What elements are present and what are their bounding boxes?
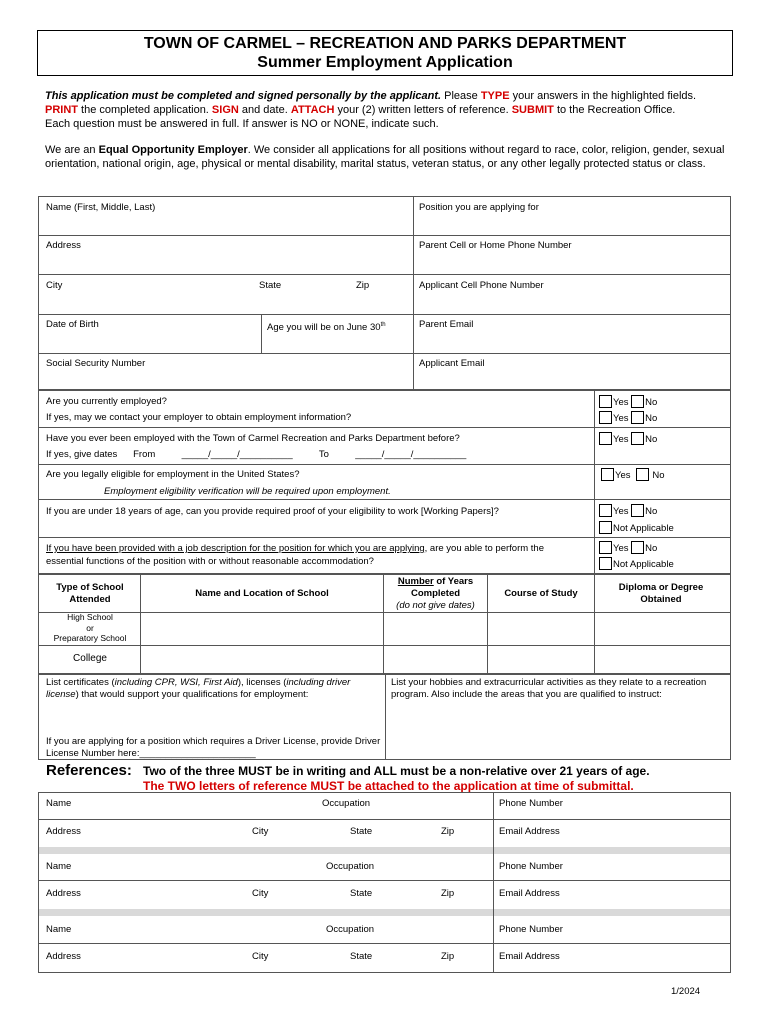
certs-italic: including driver license [46, 677, 351, 700]
q1-options [599, 395, 657, 409]
form-title: TOWN OF CARMEL – RECREATION AND PARKS DEPARTMENT [143, 35, 627, 52]
ref3-state-field[interactable]: State [350, 951, 373, 962]
position-field[interactable]: Position you are applying for [419, 202, 539, 213]
yes-label: Yes [613, 397, 629, 408]
school-col-course: Course of Study [504, 588, 578, 599]
instructions-text: to the Recreation Office. [553, 104, 676, 116]
instructions [45, 89, 735, 131]
q4-na-checkbox[interactable] [599, 521, 612, 534]
q-essential-functions [46, 543, 544, 555]
q1-no-checkbox[interactable] [631, 395, 644, 408]
instructions-text: Please [441, 90, 481, 102]
certs-text: ) that would support your qualifications for employment: [75, 689, 309, 700]
ref2-name-field[interactable]: Name [46, 861, 72, 872]
instructions-text: your answers in the highlighted fields. [509, 90, 697, 102]
q-previously-employed: Have you ever been employed with the Town of Carmel Recreation and Parks Department before? [46, 433, 460, 444]
years-note: (do not give dates) [396, 600, 475, 611]
q4-na-option [599, 521, 674, 535]
ref3-city-field[interactable]: City [252, 951, 269, 962]
ref1-email-field[interactable]: Email Address [499, 826, 560, 837]
school-row-highschool: High School or Preparatory School [53, 612, 127, 643]
q5-yes-checkbox[interactable] [599, 541, 612, 554]
na-label: Not Applicable [613, 523, 674, 534]
q3-yes-checkbox[interactable] [601, 468, 614, 481]
school-col-degree: Diploma or Degree Obtained [618, 582, 704, 605]
ref2-phone-field[interactable]: Phone Number [499, 861, 563, 872]
ref2-zip-field[interactable]: Zip [441, 888, 455, 899]
ref1-zip-field[interactable]: Zip [441, 826, 455, 837]
type-keyword: TYPE [480, 90, 510, 102]
years-text: of Years Completed [410, 576, 474, 599]
parent-email-field[interactable]: Parent Email [419, 319, 474, 330]
instructions-text: the completed application. [78, 104, 212, 116]
driver-license-field[interactable]: If you are applying for a position which requires a Driver License, provide Driver License Number here:______________________ [46, 736, 381, 759]
q3-no-checkbox[interactable] [636, 468, 649, 481]
ref2-email-field[interactable]: Email Address [499, 888, 560, 899]
q3-options [601, 468, 665, 482]
school-col-years [384, 576, 487, 612]
q1b-no-checkbox[interactable] [631, 411, 644, 424]
yes-label: Yes [613, 413, 629, 424]
age-label: Age you will be on June 30 [267, 322, 381, 334]
q1b-options [599, 411, 657, 425]
q-working-papers: If you are under 18 years of age, can you provide required proof of your eligibility to work [Working Papers]? [46, 506, 499, 517]
city-field[interactable]: City [46, 280, 63, 291]
zip-field[interactable]: Zip [356, 280, 370, 291]
form-header [37, 30, 733, 76]
q-eligibility-note: Employment eligibility verification will be required upon employment. [104, 486, 391, 497]
q5-na-checkbox[interactable] [599, 557, 612, 570]
form-subtitle: Summer Employment Application [257, 54, 513, 71]
ref1-address-field[interactable]: Address [46, 826, 81, 837]
instructions-text: and date. [238, 104, 291, 116]
address-field[interactable]: Address [46, 240, 81, 251]
q1b-yes-checkbox[interactable] [599, 411, 612, 424]
q-contact-employer: If yes, may we contact your employer to obtain employment information? [46, 412, 352, 423]
print-keyword: PRINT [45, 104, 78, 116]
eeo-text: We are an [45, 144, 99, 156]
q2-options [599, 432, 657, 446]
state-field[interactable]: State [259, 280, 282, 291]
certs-text: ), licenses ( [237, 677, 287, 688]
certificates-field[interactable] [46, 677, 381, 701]
yes-label: Yes [613, 506, 629, 517]
dob-field[interactable]: Date of Birth [46, 319, 99, 330]
school-row-college: College [73, 653, 107, 664]
ref1-phone-field[interactable]: Phone Number [499, 798, 563, 809]
yes-label: Yes [615, 470, 631, 481]
ref1-state-field[interactable]: State [350, 826, 373, 837]
q4-no-checkbox[interactable] [631, 504, 644, 517]
reference-separator [39, 847, 730, 854]
ref3-address-field[interactable]: Address [46, 951, 81, 962]
no-label: No [645, 543, 658, 554]
submit-keyword: SUBMIT [511, 104, 554, 116]
na-label: Not Applicable [613, 559, 674, 570]
ref1-name-field[interactable]: Name [46, 798, 72, 809]
certs-italic: including CPR, WSI, First Aid [114, 677, 238, 688]
certs-text: List certificates ( [46, 677, 115, 688]
ref3-phone-field[interactable]: Phone Number [499, 924, 563, 935]
eeo-text: . We consider all applications for all positions without regard to race, color, religion, gender, sexual orientation, national origin, age, physical or mental disability, marital status, veteran status, or any other legally protected status or class. [45, 144, 725, 170]
q-currently-employed: Are you currently employed? [46, 396, 167, 407]
q-legally-eligible: Are you legally eligible for employment in the United States? [46, 469, 300, 480]
instructions-text: Each question must be answered in full. If answer is NO or NONE, indicate such. [45, 118, 439, 130]
q-essential-functions-line2: essential functions of the position with or without reasonable accommodation? [46, 556, 374, 567]
attach-keyword: ATTACH [290, 104, 335, 116]
ref2-occupation-field[interactable]: Occupation [326, 861, 375, 872]
q-employment-dates[interactable]: If yes, give dates From _____/_____/__________ To _____/_____/__________ [46, 449, 467, 460]
school-col-name: Name and Location of School [195, 588, 329, 599]
age-field[interactable] [267, 319, 386, 334]
q4-yes-checkbox[interactable] [599, 504, 612, 517]
ssn-field[interactable]: Social Security Number [46, 358, 146, 369]
instructions-italic: This application must be completed and signed personally by the applicant. [45, 90, 442, 102]
eeo-bold: Equal Opportunity Employer [98, 144, 248, 156]
q2-yes-checkbox[interactable] [599, 432, 612, 445]
no-label: No [645, 413, 658, 424]
applicant-phone-field[interactable]: Applicant Cell Phone Number [419, 280, 544, 291]
q5-options [599, 541, 657, 555]
ref1-occupation-field[interactable]: Occupation [322, 798, 371, 809]
ref2-address-field[interactable]: Address [46, 888, 81, 899]
instructions-text: your (2) written letters of reference. [334, 104, 512, 116]
q5-underlined: If you have been provided with a job description for the position for which you are applying [46, 543, 425, 554]
references-rule: Two of the three MUST be in writing and ALL must be a non-relative over 21 years of age. [143, 764, 650, 778]
ref1-city-field[interactable]: City [252, 826, 269, 837]
yes-label: Yes [613, 434, 629, 445]
q4-options [599, 504, 657, 518]
ref3-email-field[interactable]: Email Address [499, 951, 560, 962]
q5-no-checkbox[interactable] [631, 541, 644, 554]
yes-label: Yes [613, 543, 629, 554]
sign-keyword: SIGN [211, 104, 239, 116]
q5-text: , are you able to perform the [424, 543, 544, 554]
years-underlined: Number [397, 576, 434, 587]
reference-separator [39, 909, 730, 916]
no-label: No [645, 397, 658, 408]
ref3-occupation-field[interactable]: Occupation [326, 924, 375, 935]
no-label: No [645, 434, 658, 445]
applicant-email-field[interactable]: Applicant Email [419, 358, 485, 369]
revision-date: 1/2024 [671, 986, 701, 997]
eeo-statement [45, 143, 735, 171]
ref3-name-field[interactable]: Name [46, 924, 72, 935]
q2-no-checkbox[interactable] [631, 432, 644, 445]
references-attach-rule: The TWO letters of reference MUST be attached to the application at time of submittal. [143, 779, 634, 793]
school-col-type: Type of School Attended [56, 582, 124, 605]
ref2-city-field[interactable]: City [252, 888, 269, 899]
hobbies-field[interactable]: List your hobbies and extracurricular activities as they relate to a recreation program. Also include the areas that you are qualified to instruct: [391, 677, 707, 700]
q1-yes-checkbox[interactable] [599, 395, 612, 408]
ref2-state-field[interactable]: State [350, 888, 373, 899]
parent-phone-field[interactable]: Parent Cell or Home Phone Number [419, 240, 572, 251]
ref3-zip-field[interactable]: Zip [441, 951, 455, 962]
age-sup: th [380, 322, 386, 328]
no-label: No [652, 470, 665, 481]
references-title: References: [46, 762, 132, 779]
no-label: No [645, 506, 658, 517]
q5-na-option [599, 557, 674, 571]
name-field[interactable]: Name (First, Middle, Last) [46, 202, 156, 213]
